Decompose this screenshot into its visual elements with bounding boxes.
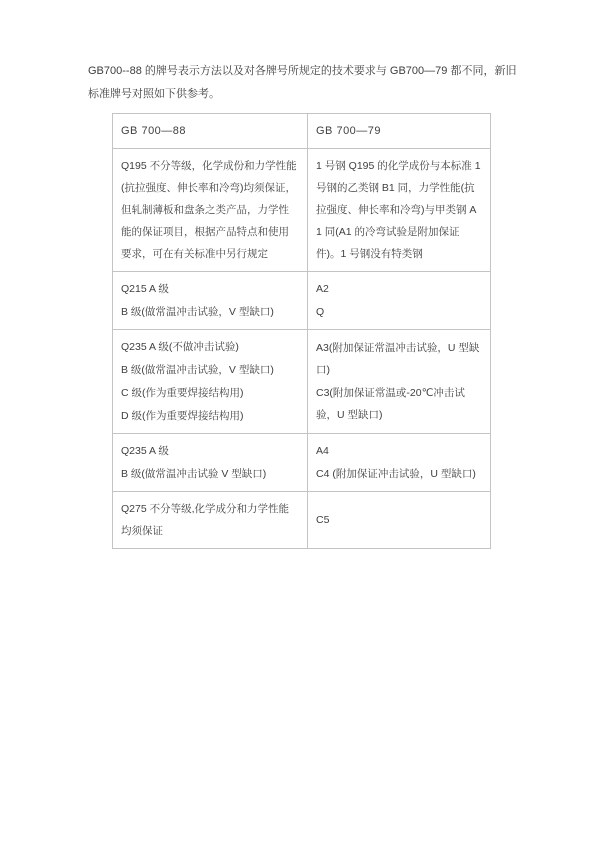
cell-line: C4 (附加保证冲击试验，U 型缺口) (316, 468, 476, 480)
cell-line: D 级(作为重要焊接结构用) (121, 410, 244, 422)
cell-q275-new (113, 492, 308, 549)
cell-line: B 级(做常温冲击试验 V 型缺口) (121, 468, 267, 480)
cell-q235b-old (308, 434, 491, 492)
table-row (113, 272, 491, 330)
cell-q215-new (113, 272, 308, 330)
cell-line: Q195 不分等级，化学成份和力学性能(抗拉强度、伸长率和冷弯)均须保证，但轧制薄板和盘条之类产品，力学性能的保证项目，根据产品特点和使用要求，可在有关标准中另行规定 (121, 160, 297, 260)
cell-q235b-new (113, 434, 308, 492)
cell-q235-old (308, 330, 491, 434)
cell-line: C 级(作为重要焊接结构用) (121, 387, 244, 399)
cell-line: Q (316, 306, 325, 318)
cell-line: 1 号钢 Q195 的化学成份与本标准 1 号钢的乙类钢 B1 同，力学性能(抗拉强度、伸长率和冷弯)与甲类钢 A1 同(A1 的冷弯试验是附加保证件)。1 号钢没有特类钢 (316, 160, 481, 260)
cell-q195-old (308, 149, 491, 272)
cell-q275-old (308, 492, 491, 549)
cell-q195-new (113, 149, 308, 272)
table-row (113, 330, 491, 434)
cell-line: A2 (316, 283, 329, 295)
cell-line: B 级(做常温冲击试验，V 型缺口) (121, 306, 274, 318)
cell-line: C3(附加保证常温或-20℃冲击试验，U 型缺口) (316, 387, 465, 421)
table-row (113, 492, 491, 549)
cell-line: B 级(做常温冲击试验，V 型缺口) (121, 364, 274, 376)
standard-comparison-table (112, 113, 491, 549)
cell-q215-old (308, 272, 491, 330)
cell-line: Q215 A 级 (121, 283, 169, 295)
table-row (113, 434, 491, 492)
cell-line: Q235 A 级 (121, 445, 169, 457)
cell-line: Q275 不分等级,化学成分和力学性能均须保证 (121, 503, 290, 537)
col-header-gb700-79: GB 700—79 (308, 114, 491, 149)
cell-q235-new (113, 330, 308, 434)
cell-line: Q235 A 级(不做冲击试验) (121, 341, 239, 353)
cell-line: A3(附加保证常温冲击试验，U 型缺口) (316, 342, 480, 376)
cell-line: C5 (316, 514, 330, 526)
cell-line: A4 (316, 445, 329, 457)
col-header-gb700-88: GB 700—88 (113, 114, 308, 149)
table-row (113, 149, 491, 272)
intro-paragraph: GB700--88 的牌号表示方法以及对各牌号所规定的技术要求与 GB700—79 都不同，新旧标准牌号对照如下供参考。 (88, 65, 517, 100)
table-header-row (113, 114, 491, 149)
